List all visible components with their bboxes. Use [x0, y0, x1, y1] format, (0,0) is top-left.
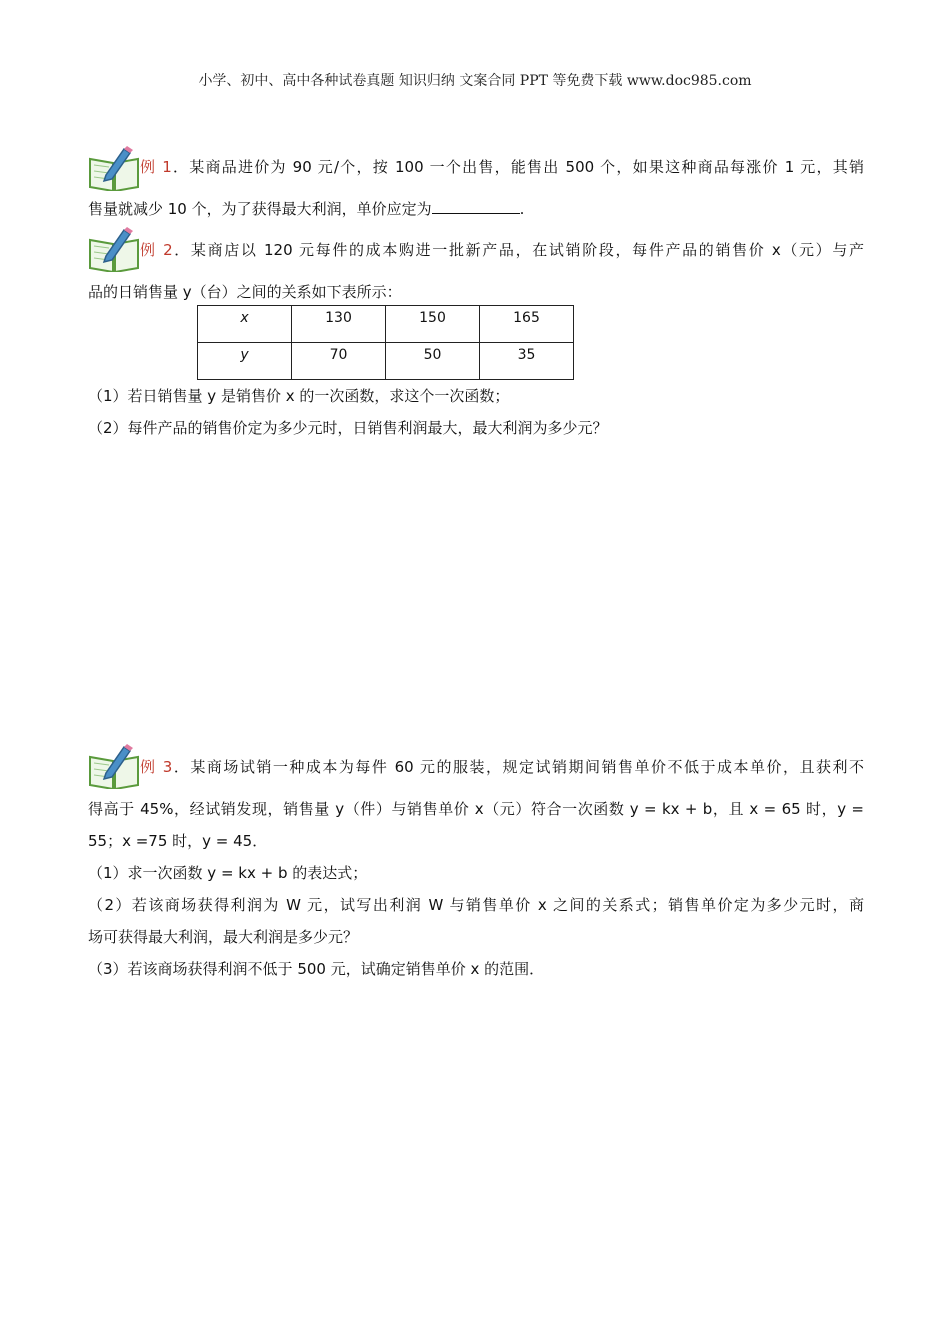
- table-cell: y: [198, 343, 292, 380]
- example-2-question-2: （2）每件产品的销售价定为多少元时，日销售利润最大，最大利润为多少元？: [88, 419, 608, 437]
- example-2-label: 例 2: [140, 241, 173, 259]
- table-cell: 50: [386, 343, 480, 380]
- example-3-line-1: 例 3．某商场试销一种成本为每件 60 元的服装，规定试销期间销售单价不低于成本单价，且获利不: [140, 758, 865, 776]
- example-3-question-2-line-1: （2）若该商场获得利润为 W 元，试写出利润 W 与销售单价 x 之间的关系式；销售单价定为多少元时，商: [88, 896, 864, 914]
- example-3-question-3: （3）若该商场获得利润不低于 500 元，试确定销售单价 x 的范围．: [88, 960, 545, 978]
- price-sales-table: [197, 305, 574, 380]
- example-1-label: 例 1: [140, 158, 172, 176]
- table-row: [198, 343, 574, 380]
- example-3-label: 例 3: [140, 758, 173, 776]
- table-cell: x: [198, 306, 292, 343]
- table-cell: 165: [480, 306, 574, 343]
- example-2-line-1: 例 2．某商店以 120 元每件的成本购进一批新产品，在试销阶段，每件产品的销售价 x（元）与产: [140, 241, 864, 259]
- page-header: 小学、初中、高中各种试卷真题 知识归纳 文案合同 PPT 等免费下载 www.doc985.com: [198, 73, 752, 89]
- example-1-line-2: 售量就减少 10 个，为了获得最大利润，单价应定为 .: [88, 200, 525, 218]
- table-cell: 150: [386, 306, 480, 343]
- example-3-line-2: 得高于 45%，经试销发现，销售量 y（件）与销售单价 x（元）符合一次函数 y = kx + b，且 x = 65 时，y =: [88, 800, 864, 818]
- example-3-question-2-line-2: 场可获得最大利润，最大利润是多少元？: [88, 928, 359, 946]
- table-cell: 130: [292, 306, 386, 343]
- example-1-line-1: 例 1．某商品进价为 90 元/个，按 100 一个出售，能售出 500 个，如果这种商品每涨价 1 元，其销: [140, 158, 865, 176]
- table-cell: 35: [480, 343, 574, 380]
- example-3-question-1: （1）求一次函数 y = kx + b 的表达式；: [88, 864, 368, 882]
- table-cell: 70: [292, 343, 386, 380]
- answer-blank[interactable]: [432, 199, 520, 214]
- example-2-question-1: （1）若日销售量 y 是销售价 x 的一次函数，求这个一次函数；: [88, 387, 510, 405]
- example-3-line-3: 55；x =75 时，y = 45．: [88, 832, 268, 850]
- example-2-line-2: 品的日销售量 y（台）之间的关系如下表所示：: [88, 283, 402, 301]
- table-row: [198, 306, 574, 343]
